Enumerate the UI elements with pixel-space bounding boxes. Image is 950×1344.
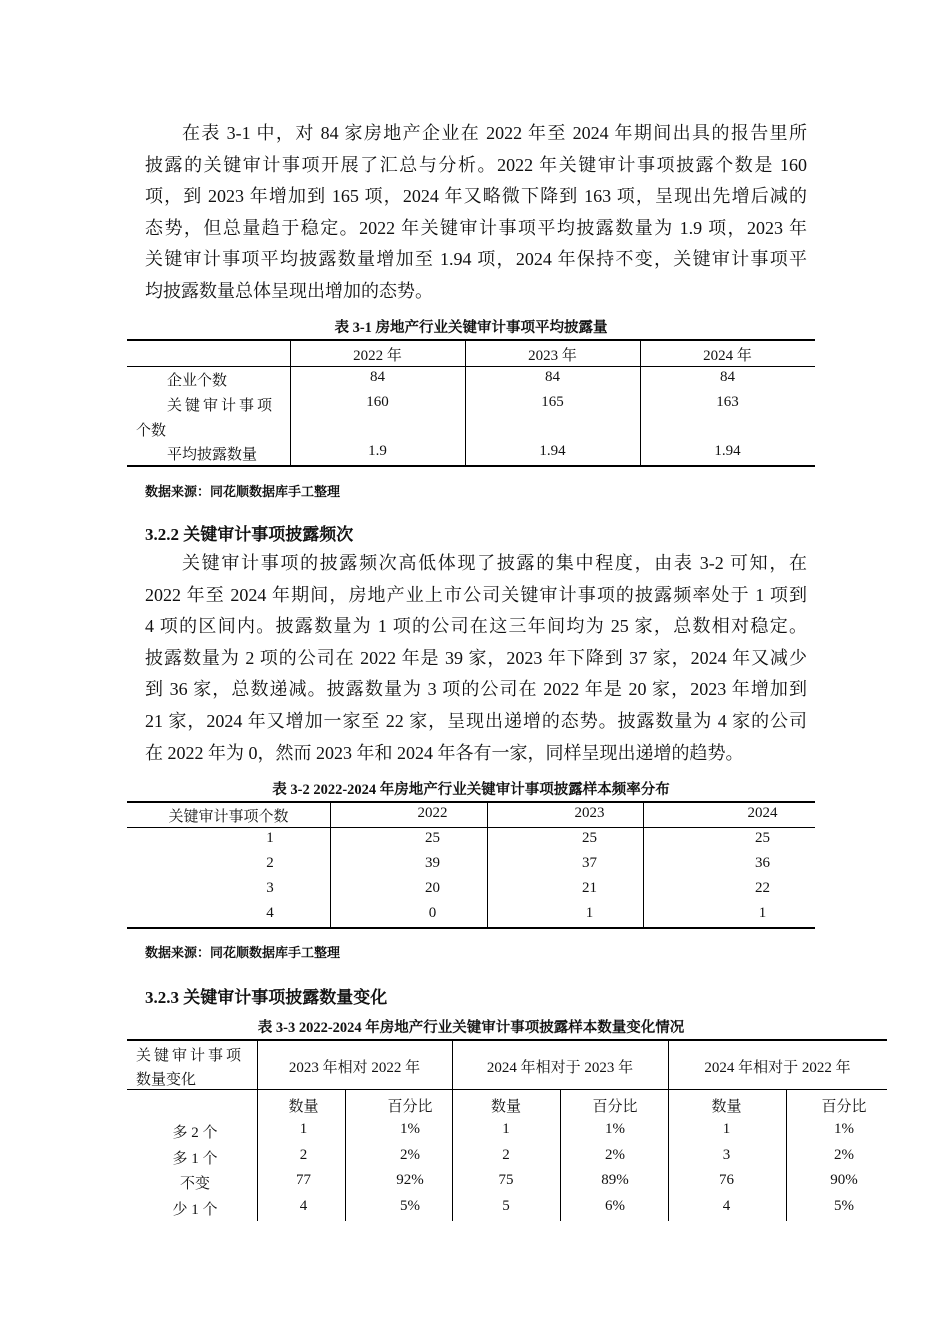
table-rule: [127, 801, 815, 803]
table-cell: 1: [722, 1121, 731, 1137]
table-cell: 25: [755, 830, 770, 846]
table-cell: 1%: [400, 1121, 420, 1137]
paragraph-line: 项，到 2023 年增加到 165 项，2024 年又略微下降到 163 项，呈现出先增后减的: [145, 186, 807, 207]
table-subheader: 百分比: [592, 1099, 638, 1115]
table-rule: [643, 803, 644, 927]
paragraph-line: 4 项的区间内。披露数量为 1 项的公司在这三年间均为 25 家，总数相对稳定。: [145, 616, 807, 637]
table-cell: 1: [266, 830, 274, 846]
table-cell: 1.94: [539, 443, 566, 459]
table-rule: [786, 1090, 787, 1221]
table-cell: 77: [296, 1172, 311, 1189]
table-cell: 4: [266, 905, 274, 921]
table-cell: 92%: [396, 1172, 424, 1189]
table-rule: [127, 827, 815, 828]
table-cell: 5%: [400, 1198, 420, 1215]
paragraph-line: 2022 年至 2024 年期间，房地产业上市公司关键审计事项的披露频率处于 1 项到: [145, 584, 807, 605]
table-cell: 5%: [834, 1198, 854, 1215]
table-cell: 1: [585, 905, 594, 921]
table-group-header: 2024 年相对于 2023 年: [486, 1060, 634, 1076]
table-cell: 1: [502, 1121, 510, 1137]
table-rule: [127, 366, 815, 367]
table-cell: 20: [425, 880, 440, 896]
table-cell: 企业个数: [167, 373, 228, 389]
source-note-1: 数据来源：同花顺数据库手工整理: [145, 484, 341, 499]
table-cell: 1.9: [368, 443, 387, 459]
table-cell: 89%: [601, 1172, 629, 1189]
paragraph-line: 披露数量为 2 项的公司在 2022 年是 39 家，2023 年下降到 37 家，2024 年又减少: [145, 647, 807, 668]
paragraph-line: 关键审计事项平均披露数量增加至 1.94 项，2024 年保持不变，关键审计事项平: [145, 249, 807, 270]
paragraph-line: 在表 3-1 中，对 84 家房地产企业在 2022 年至 2024 年期间出具的报告里所: [182, 123, 807, 143]
paragraph-line: 态势，但总量趋于稳定。2022 年关键审计事项平均披露数量为 1.9 项，2023 年: [145, 217, 807, 238]
table-header-cell: 2022 年: [353, 348, 402, 364]
table-rule: [330, 803, 331, 927]
table-cell: 37: [582, 855, 597, 871]
table-corner-label: 数量变化: [136, 1072, 197, 1088]
table-1-caption: 表 3-1 房地产行业关键审计事项平均披露量: [334, 320, 608, 336]
table-cell: 25: [582, 830, 597, 846]
table-cell: 163: [716, 394, 739, 410]
table-cell: 6%: [605, 1198, 625, 1215]
table-cell: 关键审计事项: [167, 398, 276, 414]
table-header-cell: 2024 年: [703, 348, 752, 364]
table-cell: 2%: [834, 1146, 854, 1163]
table-rule: [560, 1090, 561, 1221]
table-cell: 1%: [605, 1121, 625, 1137]
table-cell: 2%: [605, 1146, 625, 1163]
table-header-cell: 2022: [417, 805, 448, 821]
table-cell: 39: [425, 855, 440, 871]
table-corner-label: 关键审计事项: [136, 1048, 245, 1064]
table-cell: 1: [758, 905, 767, 921]
table-cell: 3: [722, 1146, 731, 1163]
table-cell: 1.94: [714, 443, 741, 459]
table-rule: [345, 1090, 346, 1221]
table-cell: 4: [722, 1198, 731, 1215]
table-cell: 84: [545, 369, 560, 385]
paragraph-line: 在 2022 年为 0，然而 2023 年和 2024 年各有一家，同样呈现出递增的趋势。: [145, 742, 744, 763]
table-rule: [127, 465, 815, 467]
table-subheader: 数量: [711, 1099, 742, 1115]
table-cell: 22: [755, 880, 770, 896]
table-2-caption: 表 3-2 2022-2024 年房地产行业关键审计事项披露样本频率分布: [272, 782, 670, 798]
table-cell: 个数: [136, 423, 167, 439]
paragraph-line: 均披露数量总体呈现出增加的态势。: [145, 281, 433, 301]
table-group-header: 2023 年相对 2022 年: [288, 1060, 421, 1076]
table-cell: 21: [582, 880, 597, 896]
source-note-2: 数据来源：同花顺数据库手工整理: [145, 945, 341, 960]
table-subheader: 百分比: [387, 1099, 433, 1115]
table-cell: 平均披露数量: [167, 447, 258, 463]
table-cell: 165: [541, 394, 564, 410]
table-rule: [127, 1039, 887, 1041]
table-cell: 76: [719, 1172, 734, 1189]
table-rule: [487, 803, 488, 927]
paragraph-line: 关键审计事项的披露频次高低体现了披露的集中程度，由表 3-2 可知，在: [182, 553, 807, 573]
table-rule: [127, 927, 815, 929]
table-cell: 少 1 个: [172, 1202, 218, 1219]
table-subheader: 数量: [490, 1099, 521, 1115]
table-cell: 90%: [830, 1172, 858, 1189]
table-cell: 1: [299, 1121, 308, 1137]
table-rule: [127, 339, 815, 341]
table-3-caption: 表 3-3 2022-2024 年房地产行业关键审计事项披露样本数量变化情况: [257, 1020, 685, 1036]
paragraph-line: 到 36 家，总数递减。披露数量为 3 项的公司在 2022 年是 20 家，2023 年增加到: [145, 679, 807, 700]
table-cell: 36: [755, 855, 770, 871]
table-cell: 2%: [400, 1146, 420, 1163]
table-cell: 75: [498, 1172, 514, 1189]
table-cell: 3: [266, 880, 274, 896]
table-header-cell: 2024: [747, 805, 778, 821]
table-cell: 多 2 个: [172, 1125, 218, 1141]
table-cell: 5: [502, 1198, 510, 1215]
table-cell: 2: [502, 1146, 510, 1163]
table-cell: 84: [720, 369, 735, 385]
table-cell: 0: [428, 905, 437, 921]
table-cell: 不变: [179, 1176, 210, 1193]
table-cell: 2: [266, 855, 274, 871]
table-subheader: 数量: [288, 1099, 319, 1115]
table-header-cell: 2023: [574, 805, 605, 821]
table-cell: 多 1 个: [172, 1150, 218, 1167]
table-cell: 25: [425, 830, 440, 846]
table-rule: [127, 1089, 887, 1090]
table-cell: 2: [299, 1146, 308, 1163]
paragraph-line: 披露的关键审计事项开展了汇总与分析。2022 年关键审计事项披露个数是 160: [145, 154, 807, 175]
table-group-header: 2024 年相对于 2022 年: [704, 1060, 851, 1076]
paragraph-line: 21 家，2024 年又增加一家至 22 家，呈现出递增的态势。披露数量为 4 家的公司: [145, 711, 807, 731]
table-cell: 4: [299, 1198, 308, 1215]
table-header-cell: 关键审计事项个数: [168, 809, 289, 825]
table-header-cell: 2023 年: [528, 348, 577, 364]
table-cell: 84: [370, 369, 385, 385]
table-cell: 1%: [834, 1121, 854, 1137]
table-subheader: 百分比: [821, 1099, 867, 1115]
table-cell: 160: [366, 394, 389, 410]
section-heading-3-2-3: 3.2.3 关键审计事项披露数量变化: [145, 988, 388, 1007]
section-heading-3-2-2: 3.2.2 关键审计事项披露频次: [145, 525, 354, 544]
